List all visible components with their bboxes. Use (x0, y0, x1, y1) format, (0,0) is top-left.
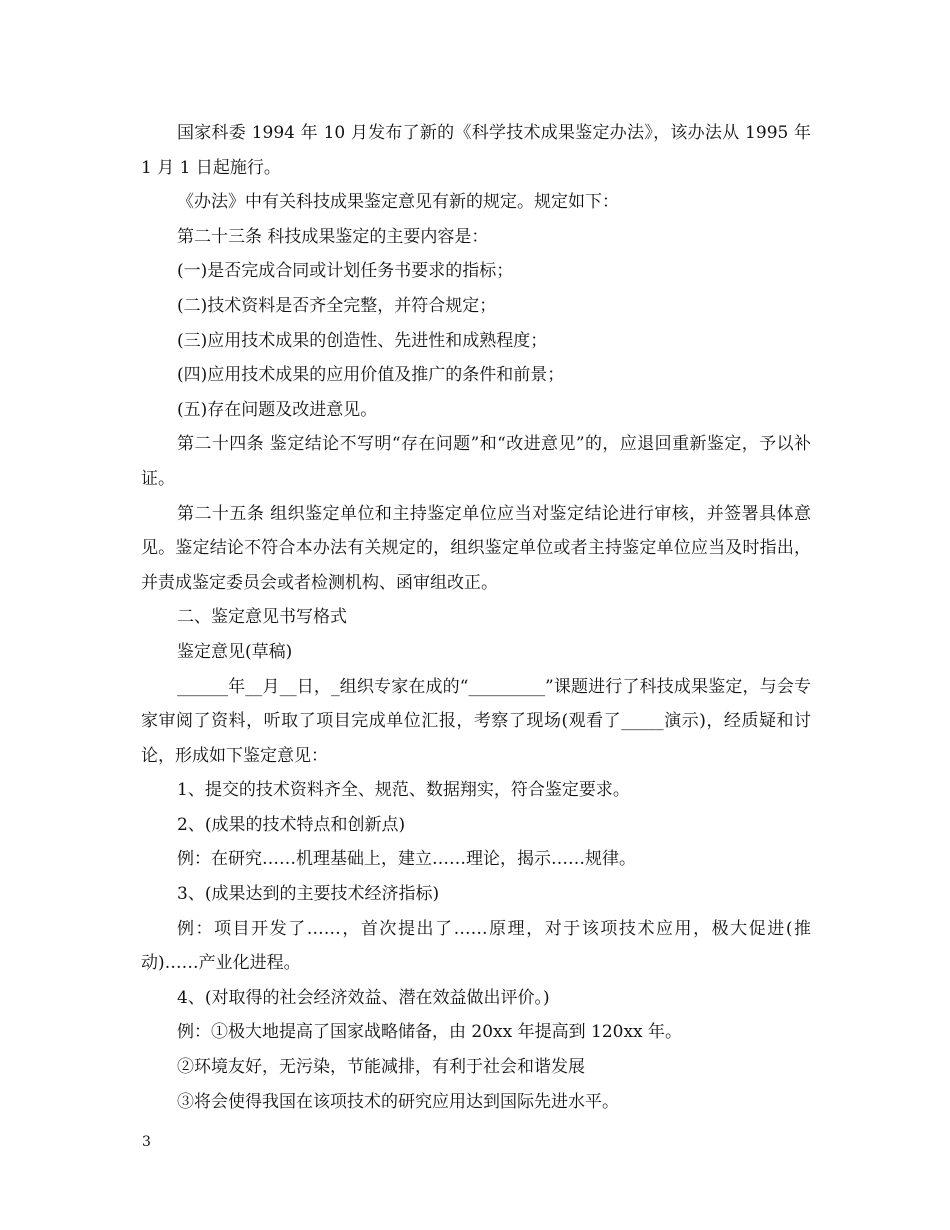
list-item-5: (五)存在问题及改进意见。 (177, 399, 378, 420)
document-body (141, 116, 811, 1119)
example-1: 例：在研究……机理基础上，建立……理论，揭示……规律。 (177, 849, 636, 870)
list-item-4: (四)应用技术成果的应用价值及推广的条件和前景； (177, 365, 565, 386)
opinion-item-1: 1、提交的技术资料齐全、规范、数据翔实，符合鉴定要求。 (177, 780, 630, 801)
paragraph-intro: 国家科委 1994 年 10 月发布了新的《科学技术成果鉴定办法》，该办法从 1995 年 1 月 1 日起施行。 (141, 123, 811, 178)
page-number: 3 (142, 1134, 151, 1150)
example-2: 例：项目开发了……，首次提出了……原理，对于该项技术应用，极大促进(推动)……产业化进程。 (141, 918, 811, 974)
article-24: 第二十四条 鉴定结论不写明“存在问题”和“改进意见”的，应退回重新鉴定，予以补证。 (141, 434, 811, 489)
example-3-point-2: ②环境友好，无污染，节能减排，有利于社会和谐发展 (177, 1057, 585, 1078)
list-item-2: (二)技术资料是否齐全完整，并符合规定； (177, 295, 497, 316)
draft-intro: ______年__月__日，_组织专家在成的“_________”课题进行了科技成果鉴定，与会专家审阅了资料，听取了项目完成单位汇报，考察了现场(观看了_____演示)，经质疑和讨论，形成如下鉴定意见： (141, 676, 811, 766)
list-item-1: (一)是否完成合同或计划任务书要求的指标； (177, 261, 514, 282)
opinion-item-2: 2、(成果的技术特点和创新点) (177, 814, 406, 835)
opinion-item-4: 4、(对取得的社会经济效益、潜在效益做出评价。) (177, 987, 550, 1008)
opinion-item-3: 3、(成果达到的主要技术经济指标) (177, 884, 440, 905)
article-23-heading: 第二十三条 科技成果鉴定的主要内容是： (177, 226, 489, 247)
example-3: 例：①极大地提高了国家战略储备，由 20xx 年提高到 120xx 年。 (177, 1022, 683, 1043)
section-heading-format: 二、鉴定意见书写格式 (177, 607, 347, 628)
list-item-3: (三)应用技术成果的创造性、先进性和成熟程度； (177, 330, 548, 351)
article-25: 第二十五条 组织鉴定单位和主持鉴定单位应当对鉴定结论进行审核，并签署具体意见。鉴定结论不符合本办法有关规定的，组织鉴定单位或者主持鉴定单位应当及时指出，并责成鉴定委员会或者检测机构、函审组改正。 (141, 503, 811, 593)
paragraph-rules-intro: 《办法》中有关科技成果鉴定意见有新的规定。规定如下： (177, 192, 619, 213)
example-3-point-3: ③将会使得我国在该项技术的研究应用达到国际先进水平。 (177, 1091, 619, 1112)
draft-title: 鉴定意见(草稿) (177, 641, 293, 662)
